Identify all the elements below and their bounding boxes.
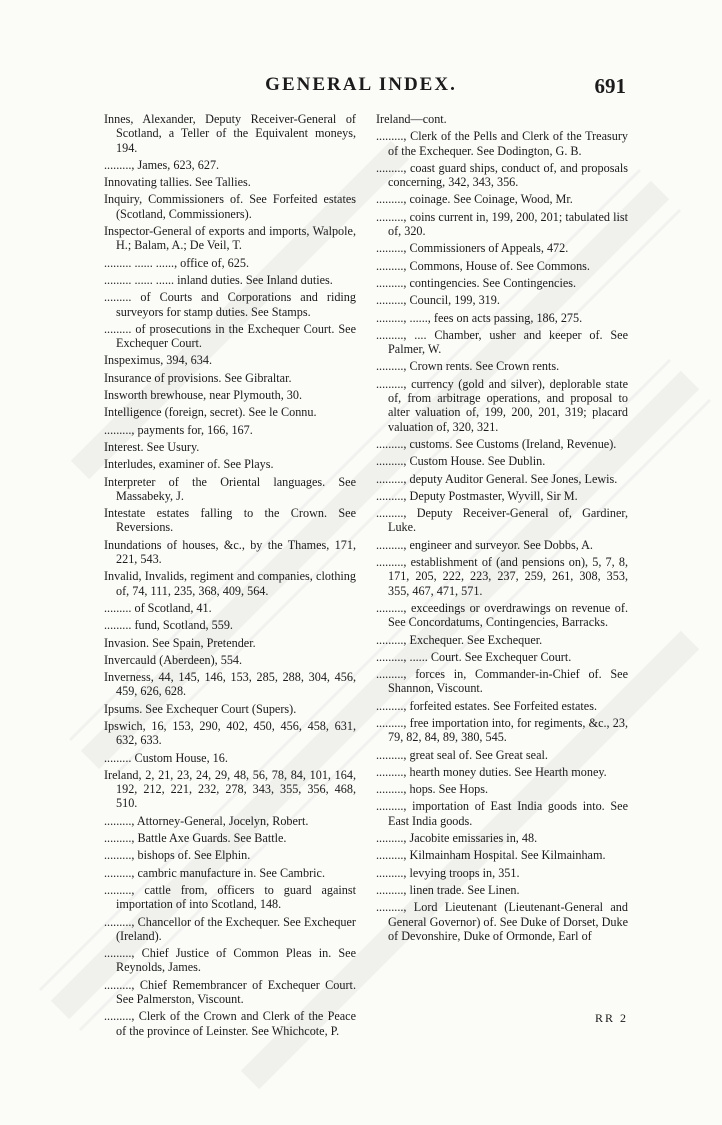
index-entry: ........., payments for, 166, 167. bbox=[104, 422, 253, 437]
index-entry: ........., Deputy Postmaster, Wyvill, Sir M. bbox=[376, 488, 578, 503]
index-entry: ........., Clerk of the Pells and Clerk of the Treasury of the Exchequer. See Dodington, G. B. bbox=[376, 129, 628, 158]
index-entry: Innovating tallies. See Tallies. bbox=[104, 175, 251, 190]
index-entry: Inverness, 44, 145, 146, 153, 285, 288, 304, 456, 459, 626, 628. bbox=[104, 670, 356, 699]
index-entry: ........., James, 623, 627. bbox=[104, 157, 220, 172]
index-entry: ........., coinage. See Coinage, Wood, Mr. bbox=[376, 192, 573, 207]
index-entry: ........., cattle from, officers to guard against importation of into Scotland, 148. bbox=[104, 882, 356, 912]
index-entry: ........., contingencies. See Contingencies. bbox=[376, 275, 577, 290]
index-entry: ........., coins current in, 199, 200, 201; tabulated list of, 320. bbox=[376, 209, 628, 239]
index-entry: Invalid, Invalids, regiment and companies, clothing of, 74, 111, 235, 368, 409, 564. bbox=[104, 569, 356, 598]
index-column-right bbox=[376, 112, 628, 946]
index-entry: ........., Exchequer. See Exchequer. bbox=[376, 632, 543, 647]
index-entry: Intestate estates falling to the Crown. See Reversions. bbox=[104, 506, 356, 535]
index-entry: ........., ......, fees on acts passing, 186, 275. bbox=[376, 310, 583, 325]
page-header bbox=[0, 74, 722, 102]
index-entry: ......... of Scotland, 41. bbox=[104, 600, 212, 615]
index-entry: Interpreter of the Oriental languages. See Massabeky, J. bbox=[104, 474, 356, 503]
page-number: 691 bbox=[594, 74, 626, 98]
index-entry: Interludes, examiner of. See Plays. bbox=[104, 457, 274, 472]
index-entry: ........., Chief Justice of Common Pleas in. See Reynolds, James. bbox=[104, 946, 356, 975]
index-entry: ........., Crown rents. See Crown rents. bbox=[376, 359, 560, 374]
index-entry: ........., ...... Court. See Exchequer Court. bbox=[376, 649, 572, 664]
index-entry: ........., Chancellor of the Exchequer. See Exchequer (Ireland). bbox=[104, 914, 356, 943]
running-title: GENERAL INDEX. bbox=[265, 74, 457, 95]
index-entry: ........., Clerk of the Crown and Clerk of the Peace of the province of Leinster. See Whichcote, P. bbox=[104, 1009, 356, 1038]
index-entry: ........., customs. See Customs (Ireland, Revenue). bbox=[376, 436, 617, 451]
index-column-left bbox=[104, 112, 356, 1041]
index-entry: ........., deputy Auditor General. See Jones, Lewis. bbox=[376, 471, 618, 486]
index-entry: Inspector-General of exports and imports, Walpole, H.; Balam, A.; De Veil, T. bbox=[104, 224, 356, 253]
index-entry: Ipsums. See Exchequer Court (Supers). bbox=[104, 701, 297, 716]
index-entry: ........., cambric manufacture in. See Cambric. bbox=[104, 865, 325, 880]
index-entry: ......... of Courts and Corporations and riding surveyors for stamp duties. See Stamps. bbox=[104, 290, 356, 319]
index-entry: ........., Kilmainham Hospital. See Kilmainham. bbox=[376, 848, 606, 863]
index-entry: ........., Deputy Receiver-General of, Gardiner, Luke. bbox=[376, 506, 628, 535]
index-entry: ........., currency (gold and silver), deplorable state of, from arbitrage operations, and proposal to alter valuation of, 199, 200, 201, 319; placard valuation of, 320, 321. bbox=[376, 376, 628, 434]
index-entry: Ireland, 2, 21, 23, 24, 29, 48, 56, 78, 84, 101, 164, 192, 212, 221, 232, 278, 343, 355, 356, 468, 510. bbox=[104, 767, 356, 811]
index-entry: Intelligence (foreign, secret). See le Connu. bbox=[104, 405, 317, 420]
index-entry: ........., .... Chamber, usher and keeper of. See Palmer, W. bbox=[376, 327, 628, 357]
index-entry: Ipswich, 16, 153, 290, 402, 450, 456, 458, 631, 632, 633. bbox=[104, 718, 356, 748]
index-entry: ........., forces in, Commander-in-Chief of. See Shannon, Viscount. bbox=[376, 667, 628, 696]
index-entry: Inquiry, Commissioners of. See Forfeited estates (Scotland, Commissioners). bbox=[104, 192, 356, 221]
index-entry: Inspeximus, 394, 634. bbox=[104, 353, 212, 368]
index-entry: ........., Commissioners of Appeals, 472. bbox=[376, 241, 569, 256]
index-entry: Interest. See Usury. bbox=[104, 439, 200, 454]
index-entry: ........., Lord Lieutenant (Lieutenant-General and General Governor) of. See Duke of Dorset, Duke of Devonshire, Duke of Ormonde, Earl of bbox=[376, 900, 628, 943]
printer-signature-mark: RR 2 bbox=[594, 1011, 628, 1025]
index-entry: ........., exceedings or overdrawings on revenue of. See Concordatums, Contingencies, Barracks. bbox=[376, 600, 628, 630]
index-entry: Insworth brewhouse, near Plymouth, 30. bbox=[104, 388, 303, 403]
index-entry: ......... fund, Scotland, 559. bbox=[104, 618, 233, 633]
index-entry: ........., Custom House. See Dublin. bbox=[376, 454, 546, 469]
index-entry: Invasion. See Spain, Pretender. bbox=[104, 635, 256, 650]
index-entry: ........., Council, 199, 319. bbox=[376, 293, 500, 308]
index-entry: ........., coast guard ships, conduct of, and proposals concerning, 342, 343, 356. bbox=[376, 160, 628, 190]
index-entry: ........., linen trade. See Linen. bbox=[376, 882, 520, 897]
index-entry: ........., engineer and surveyor. See Dobbs, A. bbox=[376, 537, 593, 552]
index-entry: ......... Custom House, 16. bbox=[104, 750, 228, 765]
index-entry: ........., great seal of. See Great seal. bbox=[376, 747, 548, 762]
index-entry: ........., hearth money duties. See Hearth money. bbox=[376, 764, 607, 779]
index-entry: ........., Battle Axe Guards. See Battle. bbox=[104, 831, 287, 846]
index-entry: ......... of prosecutions in the Exchequer Court. See Exchequer Court. bbox=[104, 321, 356, 351]
index-entry: ........., free importation into, for regiments, &c., 23, 79, 82, 84, 89, 380, 545. bbox=[376, 715, 628, 745]
index-entry: ........., Attorney-General, Jocelyn, Robert. bbox=[104, 813, 309, 828]
index-entry: ......... ...... ......, office of, 625. bbox=[104, 255, 249, 270]
index-entry: ........., Commons, House of. See Commons. bbox=[376, 258, 590, 273]
index-entry: ........., establishment of (and pensions on), 5, 7, 8, 171, 205, 222, 223, 237, 259, 261, 308, 353, 355, 467, 471, 571. bbox=[376, 555, 628, 598]
index-entry: ........., hops. See Hops. bbox=[376, 782, 489, 797]
index-entry: Innes, Alexander, Deputy Receiver-General of Scotland, a Teller of the Equivalent moneys, 194. bbox=[104, 112, 356, 155]
index-entry: ........., levying troops in, 351. bbox=[376, 865, 520, 880]
index-entry: ......... ...... ...... inland duties. See Inland duties. bbox=[104, 272, 333, 287]
index-entry: ........., forfeited estates. See Forfeited estates. bbox=[376, 698, 597, 713]
index-entry: ........., Chief Remembrancer of Exchequer Court. See Palmerston, Viscount. bbox=[104, 977, 356, 1007]
column-continuation-heading: Ireland—cont. bbox=[376, 112, 447, 126]
index-entry: Inundations of houses, &c., by the Thames, 171, 221, 543. bbox=[104, 537, 356, 567]
index-entry: ........., importation of East India goods into. See East India goods. bbox=[376, 799, 628, 828]
index-entry: ........., Jacobite emissaries in, 48. bbox=[376, 831, 538, 846]
index-entry: Invercauld (Aberdeen), 554. bbox=[104, 652, 243, 667]
index-entry: Insurance of provisions. See Gibraltar. bbox=[104, 370, 292, 385]
index-entry: ........., bishops of. See Elphin. bbox=[104, 848, 251, 863]
